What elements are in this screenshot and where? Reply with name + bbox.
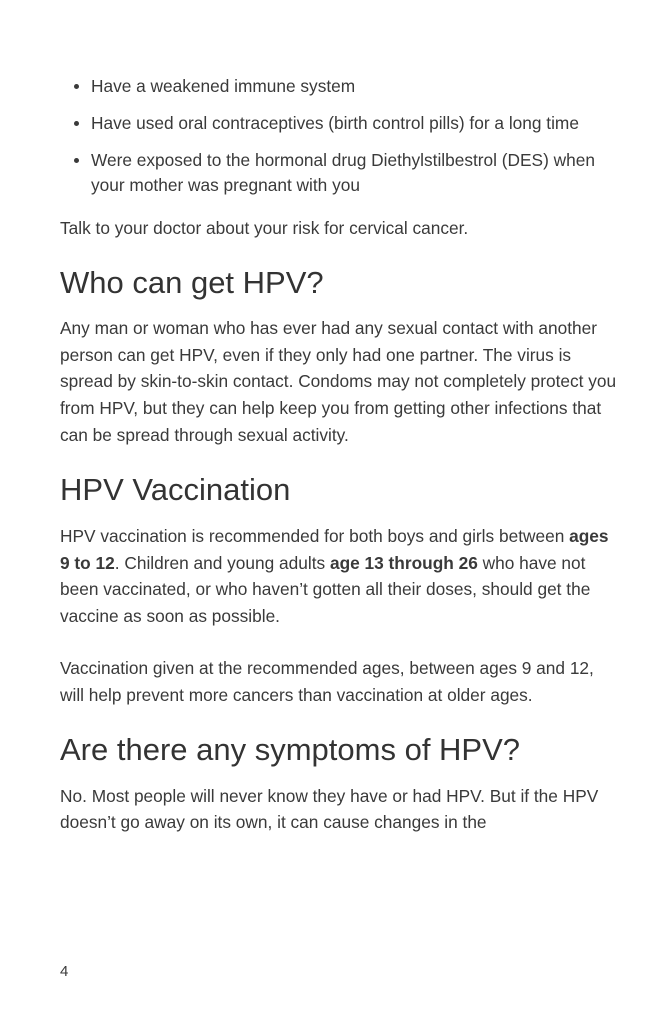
symptoms-paragraph: No. Most people will never know they have or had HPV. But if the HPV doesn’t go away on its own, it can cause changes in the <box>60 785 599 833</box>
symptoms-heading: Are there any symptoms of HPV? <box>60 731 521 767</box>
page-content <box>60 74 620 836</box>
hpv-vaccination-heading: HPV Vaccination <box>60 471 291 507</box>
risk-factor-list <box>60 74 620 198</box>
who-can-get-hpv-paragraph: Any man or woman who has ever had any sexual contact with another person can get HPV, even if they only had one partner. The virus is spread by skin-to-skin contact. Condoms may not completely protect you from HPV, but they can help keep you from getting other infections that can be spread through sexual activity. <box>60 317 617 445</box>
list-item-text: Were exposed to the hormonal drug Diethylstilbestrol (DES) when your mother was pregnant with you <box>91 150 595 195</box>
who-can-get-hpv-heading: Who can get HPV? <box>60 264 324 300</box>
vaccination-recommendation-paragraph <box>60 523 620 630</box>
vaccination-timing-paragraph: Vaccination given at the recommended ages, between ages 9 and 12, will help prevent more cancers than vaccination at older ages. <box>60 657 594 705</box>
list-item <box>60 74 620 99</box>
catch-up-age-range-bold: age 13 through 26 <box>329 552 478 573</box>
vaccination-text: . Children and young adults <box>114 552 330 573</box>
bullet-icon <box>74 121 79 126</box>
list-item-text: Have used oral contraceptives (birth control pills) for a long time <box>91 113 579 133</box>
vaccination-text: HPV vaccination is recommended for both boys and girls between <box>60 525 570 546</box>
list-item <box>60 111 620 136</box>
talk-to-doctor-paragraph: Talk to your doctor about your risk for cervical cancer. <box>60 218 469 238</box>
list-item-text: Have a weakened immune system <box>91 76 356 96</box>
vaccination-age-range-bold: ages 9 to 12 <box>60 525 609 573</box>
bullet-icon <box>74 84 79 89</box>
page-number: 4 <box>60 963 69 980</box>
bullet-icon <box>74 158 79 163</box>
list-item <box>60 148 620 198</box>
vaccination-text: who have not been vaccinated, or who haven’t gotten all their doses, should get the vaccine as soon as possible. <box>60 552 591 627</box>
